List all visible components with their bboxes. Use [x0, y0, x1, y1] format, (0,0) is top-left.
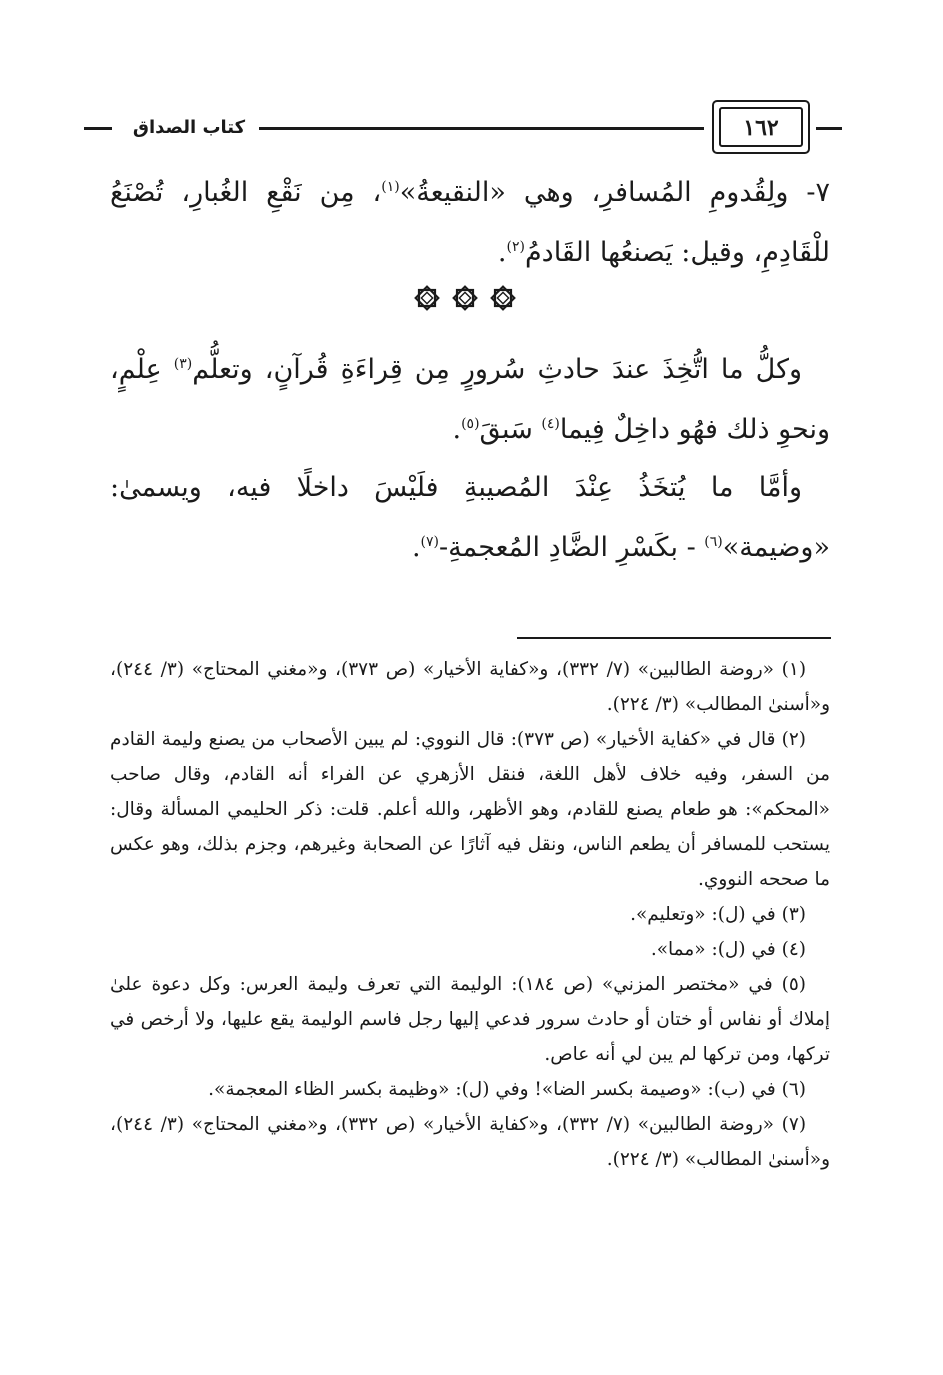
body-paragraph-2: [110, 340, 830, 460]
footnote-4: (٤) في (ل): «مما».: [650, 939, 806, 960]
item-7-paragraph: [110, 163, 830, 283]
running-header: [84, 100, 842, 160]
page-number-frame: [712, 100, 810, 154]
paragraph-2-period: .: [452, 414, 462, 445]
paragraph-3-text-b: - بكَسْرِ الضَّادِ المُعجمةِ-: [439, 532, 705, 563]
page-number: ١٦٢: [719, 107, 803, 147]
header-rule-left: [84, 127, 112, 130]
footnotes: [110, 652, 830, 1177]
eight-point-star-icon: [451, 284, 479, 312]
footnote-ref-3[interactable]: (٣): [173, 356, 193, 372]
footnote-ref-7[interactable]: (٧): [420, 534, 440, 550]
paragraph-3-period: .: [411, 532, 421, 563]
footnote-ref-1[interactable]: (١): [381, 179, 400, 195]
footnote-ref-6[interactable]: (٦): [704, 534, 723, 550]
footnote-2: (٢) قال في «كفاية الأخيار» (ص ٣٧٣): قال النووي: لم يبين الأصحاب من يصنع وليمة القادم من السفر، وفيه خلاف لأهل اللغة، فنقل الأزهري عن الفراء أنه القادم، وقال صاحب «المحكم»: هو طعام يصنع للقادم، وهو الأظهر، والله أعلم. قلت: ذكر الحليمي المسألة وقال: يستحب للمسافر أن يطعم الناس، ونقل فيه آثارًا عن الصحابة وغيرهم، وجزم بذلك، وهو عكس ما صححه النووي.: [110, 729, 830, 890]
footnote-1: (١) «روضة الطالبين» (٧/ ٣٣٢)، و«كفاية الأخيار» (ص ٣٧٣)، و«مغني المحتاج» (٣/ ٢٤٤)، و«أسنىٰ المطالب» (٣/ ٢٢٤).: [110, 659, 830, 715]
body-paragraph-3: [110, 458, 830, 578]
paragraph-3-text-a: وأمَّا ما يُتخَذُ عِنْدَ المُصيبةِ فلَيْسَ داخلًا فيه، ويسمىٰ: «وضيمة»: [110, 472, 830, 563]
footnote-5: (٥) في «مختصر المزني» (ص ١٨٤): الوليمة التي تعرف وليمة العرس: وكل دعوة علىٰ إملاك أو نفاس أو ختان أو حادث سرور فدعي إليها رجل فاسم الوليمة يقع عليها، ولا أرخص في تركها، ومن تركها لم يبن لي أنه عاص.: [110, 974, 830, 1065]
footnote-ref-5[interactable]: (٥): [461, 416, 480, 432]
paragraph-3: [110, 458, 830, 578]
paragraph-2-text-c: سَبقَ: [479, 414, 542, 445]
item-7-text-c: وقيل: يَصنعُها القَادمُ: [524, 237, 745, 268]
footnote-7: (٧) «روضة الطالبين» (٧/ ٣٣٢)، و«كفاية الأخيار» (ص ٣٣٢)، و«مغني المحتاج» (٣/ ٢٤٤)، و«أسنىٰ المطالب» (٣/ ٢٢٤).: [110, 1114, 830, 1170]
footnote-ref-2[interactable]: (٢): [506, 239, 525, 255]
item-7-period: .: [497, 237, 507, 268]
footnote-6: (٦) في (ب): «وصيمة بكسر الضا»! وفي (ل): «وظيمة بكسر الظاء المعجمة».: [208, 1079, 806, 1100]
footnote-separator: [517, 637, 831, 639]
item-7-text-b: ، مِن نَقْعِ الغُبارِ، تُصْنَعُ للْقَادِمِ،: [110, 177, 830, 268]
section-separator: [413, 284, 517, 312]
paragraph-2-text-a: وكلُّ ما اتُّخِذَ عندَ حادثِ سُرورٍ مِن قِراءَةِ قُرآنٍ، وتعلُّم: [192, 354, 802, 385]
chapter-title: كتاب الصداق: [132, 117, 246, 138]
header-rule-right: [816, 127, 842, 130]
item-7-text-a: ٧- ولِقُدومِ المُسافرِ، وهي «النقيعةُ»: [399, 177, 830, 208]
eight-point-star-icon: [489, 284, 517, 312]
footnote-ref-4[interactable]: (٤): [541, 416, 560, 432]
header-rule: [259, 127, 704, 130]
paragraph-2: [110, 340, 830, 460]
eight-point-star-icon: [413, 284, 441, 312]
body-item-7: [110, 163, 830, 283]
footnote-3: (٣) في (ل): «وتعليم».: [630, 904, 806, 925]
paragraph-2-text-b: عِلْمٍ، ونحوِ ذلك فهُو داخِلٌ فِيما: [110, 354, 830, 445]
